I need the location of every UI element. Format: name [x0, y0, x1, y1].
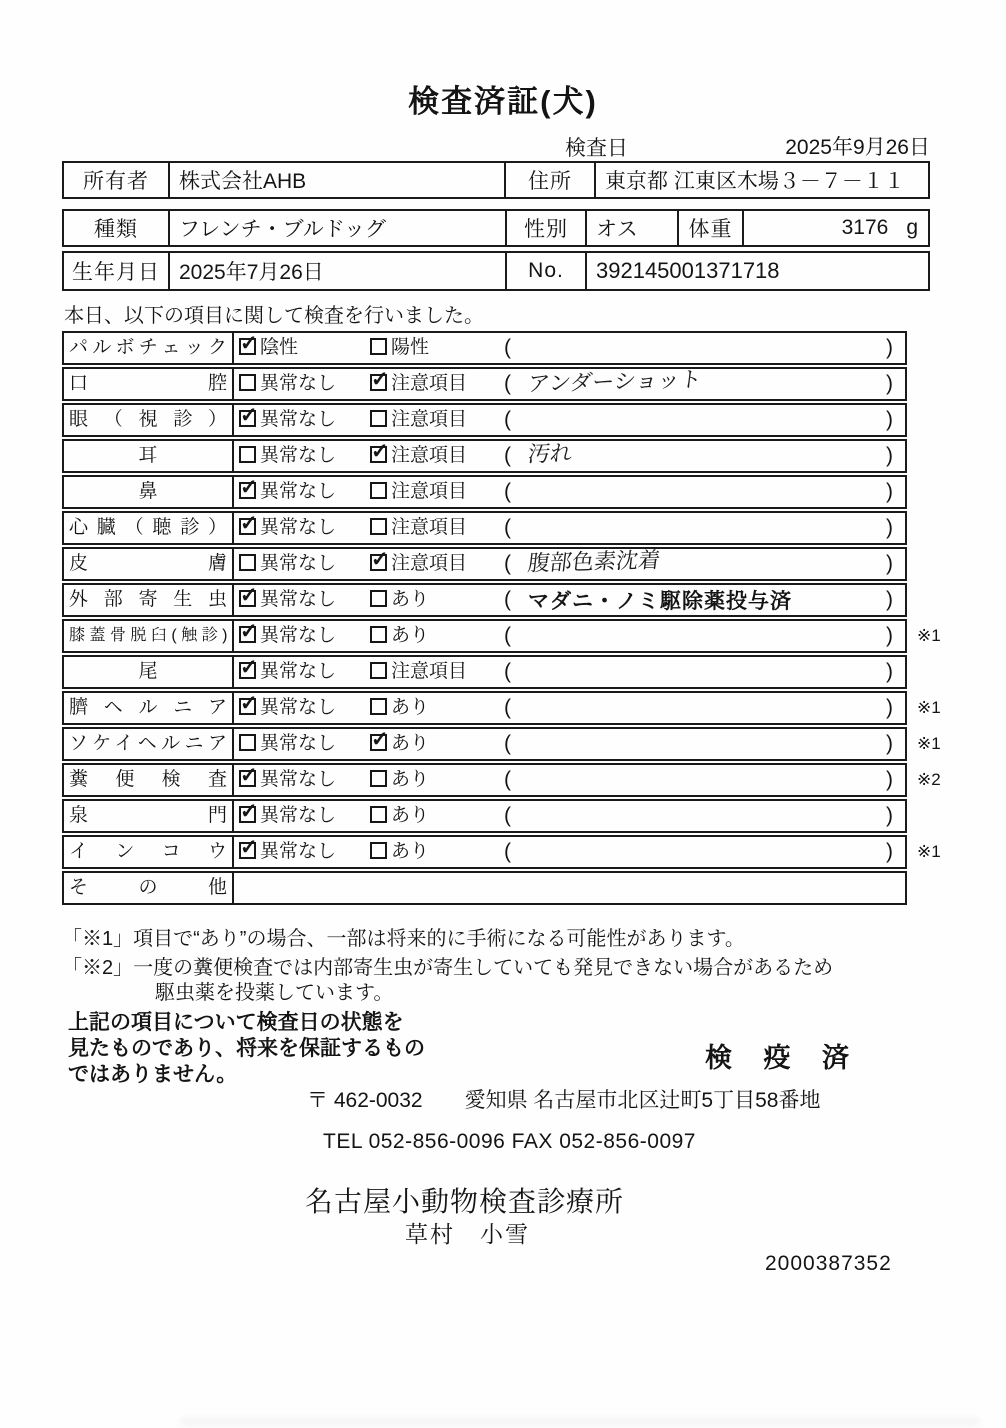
checkbox-icon: [370, 698, 387, 715]
weight-value: 3176: [841, 216, 889, 239]
option-1-label: 異常なし: [260, 517, 337, 538]
paren-close: ): [886, 372, 893, 395]
paren-open: (: [504, 804, 511, 827]
paren-open: (: [504, 408, 511, 431]
option-2-label: あり: [391, 841, 430, 862]
animal-table-row2: [62, 251, 930, 291]
option-1: [239, 729, 336, 759]
exam-row: [62, 403, 992, 437]
paren-close: ): [886, 516, 893, 539]
option-2: [370, 693, 429, 723]
no-value: 392145001371718: [596, 258, 780, 283]
clinic-postal-address: 〒 462-0032 愛知県 名古屋市北区辻町5丁目58番地: [307, 1089, 821, 1112]
paren-open: (: [504, 516, 511, 539]
footnote-mark: ※1: [917, 698, 941, 717]
option-1: [239, 513, 336, 543]
owner-address-value: 東京都 江東区木場３－７－１１: [605, 170, 905, 193]
paren-open: (: [504, 552, 511, 575]
footnote-mark: [907, 799, 965, 833]
option-1: [239, 549, 336, 579]
checkbox-icon: [239, 626, 256, 643]
exam-row-label: 泉門: [64, 801, 234, 831]
paren-close: ): [886, 840, 893, 863]
option-1-label: 異常なし: [260, 409, 337, 430]
paren-close: ): [886, 336, 893, 359]
option-1: [239, 369, 336, 399]
exam-row: [62, 367, 992, 401]
paren-close: ): [886, 732, 893, 755]
option-1-label: 異常なし: [260, 769, 337, 790]
sex-value: オス: [587, 211, 679, 245]
option-1: [239, 801, 336, 831]
footnote-mark: [907, 871, 965, 905]
disclaimer-line-2: 見たものであり、将来を保証するもの: [68, 1037, 425, 1060]
paren-close: ): [886, 480, 893, 503]
owner-table: [62, 161, 930, 199]
checkbox-icon: [239, 374, 256, 391]
option-2: [370, 405, 467, 435]
checkbox-icon: [239, 806, 256, 823]
exam-row-label: 皮膚: [64, 549, 234, 579]
paren-close: ): [886, 696, 893, 719]
paren-open: (: [504, 336, 511, 359]
option-1: [239, 657, 336, 687]
exam-row-label: 糞便検査: [64, 765, 234, 795]
footnote-mark: [907, 367, 965, 401]
paren-close: ): [886, 408, 893, 431]
option-2: [370, 513, 467, 543]
checkbox-icon: [239, 446, 256, 463]
birth-label: 生年月日: [64, 253, 170, 289]
serial-number: 2000387352: [765, 1252, 892, 1275]
option-1: [239, 333, 298, 363]
exam-row: [62, 583, 992, 617]
footnote-mark: [907, 547, 965, 581]
checkbox-icon: [239, 734, 256, 751]
owner-label: 所有者: [64, 163, 170, 197]
paren-close: ): [886, 660, 893, 683]
footnote-mark: ※1: [917, 734, 941, 753]
checkbox-icon: [370, 554, 387, 571]
option-1: [239, 585, 336, 615]
option-2: [370, 837, 429, 867]
option-1-label: 異常なし: [260, 481, 337, 502]
quarantine-stamp: 検 疫 済: [705, 1043, 862, 1073]
exam-row: [62, 439, 992, 473]
checkbox-icon: [239, 518, 256, 535]
exam-row-label: その他: [64, 873, 234, 903]
exam-row-label: パルボチェック: [64, 333, 234, 363]
exam-row: [62, 655, 992, 689]
checkbox-icon: [239, 482, 256, 499]
exam-row-label: 尾: [64, 657, 234, 687]
option-1-label: 異常なし: [260, 805, 337, 826]
exam-row: [62, 835, 992, 869]
sex-label: 性別: [507, 211, 587, 245]
option-1-label: 異常なし: [260, 697, 337, 718]
paren-open: (: [504, 768, 511, 791]
paren-close: ): [886, 552, 893, 575]
weight-unit: g: [906, 216, 918, 239]
footnote-mark: ※1: [917, 842, 941, 861]
disclaimer-line-1: 上記の項目について検査日の状態を: [68, 1011, 404, 1034]
checkbox-icon: [370, 842, 387, 859]
option-2-label: あり: [391, 589, 430, 610]
exam-row: [62, 871, 992, 905]
checkbox-icon: [370, 734, 387, 751]
exam-row: [62, 727, 992, 761]
exam-row-label: 耳: [64, 441, 234, 471]
checkbox-icon: [239, 770, 256, 787]
inspection-date-label: 検査日: [565, 137, 628, 160]
paren-open: (: [504, 840, 511, 863]
footnote-2-cont: 駆虫薬を投薬しています。: [155, 982, 394, 1004]
animal-table-row1: [62, 209, 930, 247]
note-text: 腹部色素沈着: [526, 547, 662, 576]
option-1-label: 異常なし: [260, 625, 337, 646]
exam-row-label: インコウ: [64, 837, 234, 867]
scan-artifact: [180, 1417, 980, 1426]
exam-row: [62, 331, 992, 365]
note-text: マダニ・ノミ駆除薬投与済: [528, 590, 792, 613]
paren-close: ): [886, 624, 893, 647]
option-2: [370, 333, 429, 363]
option-1: [239, 765, 336, 795]
note-text: アンダーショット: [526, 366, 704, 397]
checkbox-icon: [239, 410, 256, 427]
checkbox-icon: [370, 626, 387, 643]
option-1-label: 異常なし: [260, 373, 337, 394]
checkbox-icon: [370, 770, 387, 787]
option-1: [239, 477, 336, 507]
exam-row: [62, 547, 992, 581]
checkbox-icon: [239, 554, 256, 571]
owner-value: 株式会社AHB: [170, 163, 506, 197]
option-2-label: あり: [391, 697, 430, 718]
checkbox-icon: [239, 590, 256, 607]
option-2-label: あり: [391, 733, 430, 754]
checkbox-icon: [370, 410, 387, 427]
exam-row-label: ソケイヘルニア: [64, 729, 234, 759]
exam-table: [62, 331, 992, 907]
weight-label: 体重: [679, 211, 744, 245]
checkbox-icon: [370, 338, 387, 355]
exam-row-label: 口腔: [64, 369, 234, 399]
page-title: 検査済証(犬): [408, 84, 598, 119]
option-2: [370, 477, 467, 507]
option-1-label: 異常なし: [260, 553, 337, 574]
paren-open: (: [504, 696, 511, 719]
option-2-label: 注意項目: [391, 661, 468, 682]
exam-row-label: 眼（視診）: [64, 405, 234, 435]
checkbox-icon: [370, 662, 387, 679]
option-2: [370, 801, 429, 831]
option-2: [370, 621, 429, 651]
option-1-label: 異常なし: [260, 841, 337, 862]
option-2: [370, 729, 429, 759]
option-2: [370, 549, 467, 579]
exam-row: [62, 799, 992, 833]
intro-text: 本日、以下の項目に関して検査を行いました。: [64, 305, 484, 327]
exam-row: [62, 511, 992, 545]
checkbox-icon: [239, 842, 256, 859]
footnote-mark: [907, 331, 965, 365]
paren-open: (: [504, 588, 511, 611]
checkbox-icon: [370, 518, 387, 535]
option-2-label: 注意項目: [391, 553, 468, 574]
checkbox-icon: [370, 806, 387, 823]
paren-open: (: [504, 732, 511, 755]
option-1: [239, 621, 336, 651]
paren-open: (: [504, 372, 511, 395]
paren-open: (: [504, 660, 511, 683]
no-label: No.: [507, 253, 587, 289]
exam-row: [62, 763, 992, 797]
exam-row: [62, 691, 992, 725]
option-2-label: あり: [391, 805, 430, 826]
option-1: [239, 441, 336, 471]
option-1-label: 異常なし: [260, 661, 337, 682]
paren-open: (: [504, 624, 511, 647]
checkbox-icon: [239, 662, 256, 679]
paren-close: ): [886, 768, 893, 791]
option-2-label: 注意項目: [391, 409, 468, 430]
footnote-mark: ※2: [917, 770, 941, 789]
option-2-label: 注意項目: [391, 517, 468, 538]
exam-row-label: 心臓（聴診）: [64, 513, 234, 543]
paren-open: (: [504, 444, 511, 467]
paren-close: ): [886, 804, 893, 827]
option-2: [370, 585, 429, 615]
option-1-label: 異常なし: [260, 445, 337, 466]
veterinarian-name: 草村 小雪: [405, 1221, 530, 1247]
paren-close: ): [886, 444, 893, 467]
owner-address-label: 住所: [506, 163, 596, 197]
footnote-mark: [907, 583, 965, 617]
exam-row-label: 鼻: [64, 477, 234, 507]
footnote-mark: [907, 403, 965, 437]
footnote-mark: [907, 475, 965, 509]
checkbox-icon: [370, 446, 387, 463]
exam-row-label: 膝蓋骨脱臼(触診): [64, 621, 234, 651]
option-1-label: 異常なし: [260, 733, 337, 754]
option-2-label: 注意項目: [391, 445, 468, 466]
checkbox-icon: [370, 590, 387, 607]
exam-row: [62, 619, 992, 653]
footnote-1: 「※1」項目で“あり”の場合、一部は将来的に手術になる可能性があります。: [62, 928, 745, 950]
option-1-label: 陰性: [260, 337, 299, 358]
note-text: 汚れ: [526, 440, 574, 467]
option-1: [239, 693, 336, 723]
option-2: [370, 657, 467, 687]
footnote-mark: [907, 511, 965, 545]
option-1: [239, 837, 336, 867]
option-2-label: 陽性: [391, 337, 430, 358]
checkbox-icon: [239, 698, 256, 715]
clinic-name: 名古屋小動物検査診療所: [305, 1186, 625, 1217]
checkbox-icon: [370, 374, 387, 391]
weight-cell: [744, 211, 928, 245]
option-2-label: あり: [391, 769, 430, 790]
paren-open: (: [504, 480, 511, 503]
option-2-label: 注意項目: [391, 481, 468, 502]
option-2: [370, 369, 467, 399]
footnote-2: 「※2」一度の糞便検査では内部寄生虫が寄生していても発見できない場合があるため: [62, 957, 834, 979]
inspection-date-value: 2025年9月26日: [785, 136, 930, 159]
footnote-mark: ※1: [917, 626, 941, 645]
exam-row-label: 臍ヘルニア: [64, 693, 234, 723]
option-2: [370, 765, 429, 795]
disclaimer-line-3: ではありません。: [68, 1063, 238, 1086]
option-2-label: あり: [391, 625, 430, 646]
paren-close: ): [886, 588, 893, 611]
birth-value: 2025年7月26日: [170, 253, 507, 289]
exam-row: [62, 475, 992, 509]
footnote-mark: [907, 439, 965, 473]
option-1-label: 異常なし: [260, 589, 337, 610]
clinic-tel-fax: TEL 052-856-0096 FAX 052-856-0097: [323, 1130, 696, 1153]
option-2: [370, 441, 467, 471]
breed-label: 種類: [64, 211, 170, 245]
checkbox-icon: [239, 338, 256, 355]
checkbox-icon: [370, 482, 387, 499]
breed-value: フレンチ・ブルドッグ: [170, 211, 507, 245]
footnote-mark: [907, 655, 965, 689]
option-1: [239, 405, 336, 435]
option-2-label: 注意項目: [391, 373, 468, 394]
exam-row-label: 外部寄生虫: [64, 585, 234, 615]
